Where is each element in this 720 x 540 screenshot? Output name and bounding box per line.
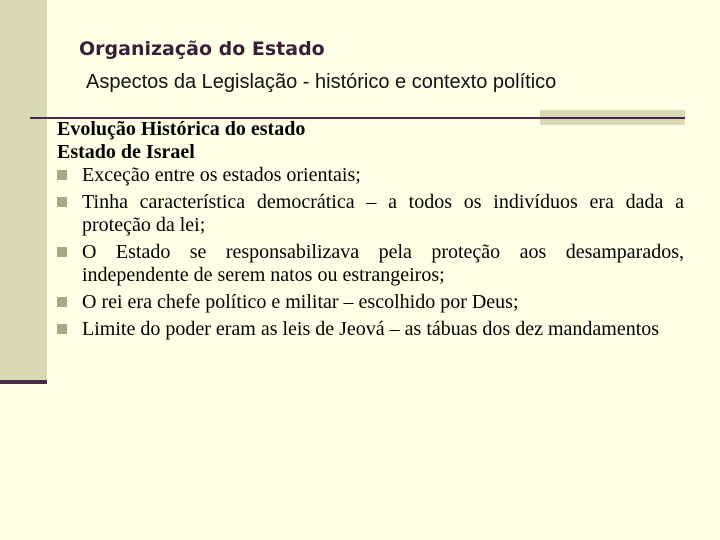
list-item-text: Exceção entre os estados orientais; [82,164,361,186]
section-heading: Evolução Histórica do estado [57,118,306,140]
left-accent-bar [0,0,47,383]
square-bullet-icon [57,170,67,180]
list-item [57,291,684,314]
slide-subtitle: Aspectos da Legislação - histórico e contexto político [86,71,557,93]
slide-body [57,118,684,345]
list-item [57,318,684,341]
list-item [57,241,684,287]
list-item-text: Limite do poder eram as leis de Jeová – as tábuas dos dez mandamentos [82,318,660,340]
list-item [57,191,684,237]
list-item-text: O rei era chefe político e militar – escolhido por Deus; [82,291,519,313]
bullet-list [57,164,684,341]
square-bullet-icon [57,324,67,334]
list-item-text: Tinha característica democrática – a todos os indivíduos era dada a proteção da lei; [82,191,684,236]
slide-title: Organização do Estado [79,38,325,60]
square-bullet-icon [57,297,67,307]
square-bullet-icon [57,247,67,257]
list-item-text: O Estado se responsabilizava pela proteção aos desamparados, independente de serem natos ou estrangeiros; [82,241,684,286]
square-bullet-icon [57,197,67,207]
list-item [57,164,684,187]
subsection-heading: Estado de Israel [57,141,195,163]
left-accent-bar-edge [0,380,47,384]
